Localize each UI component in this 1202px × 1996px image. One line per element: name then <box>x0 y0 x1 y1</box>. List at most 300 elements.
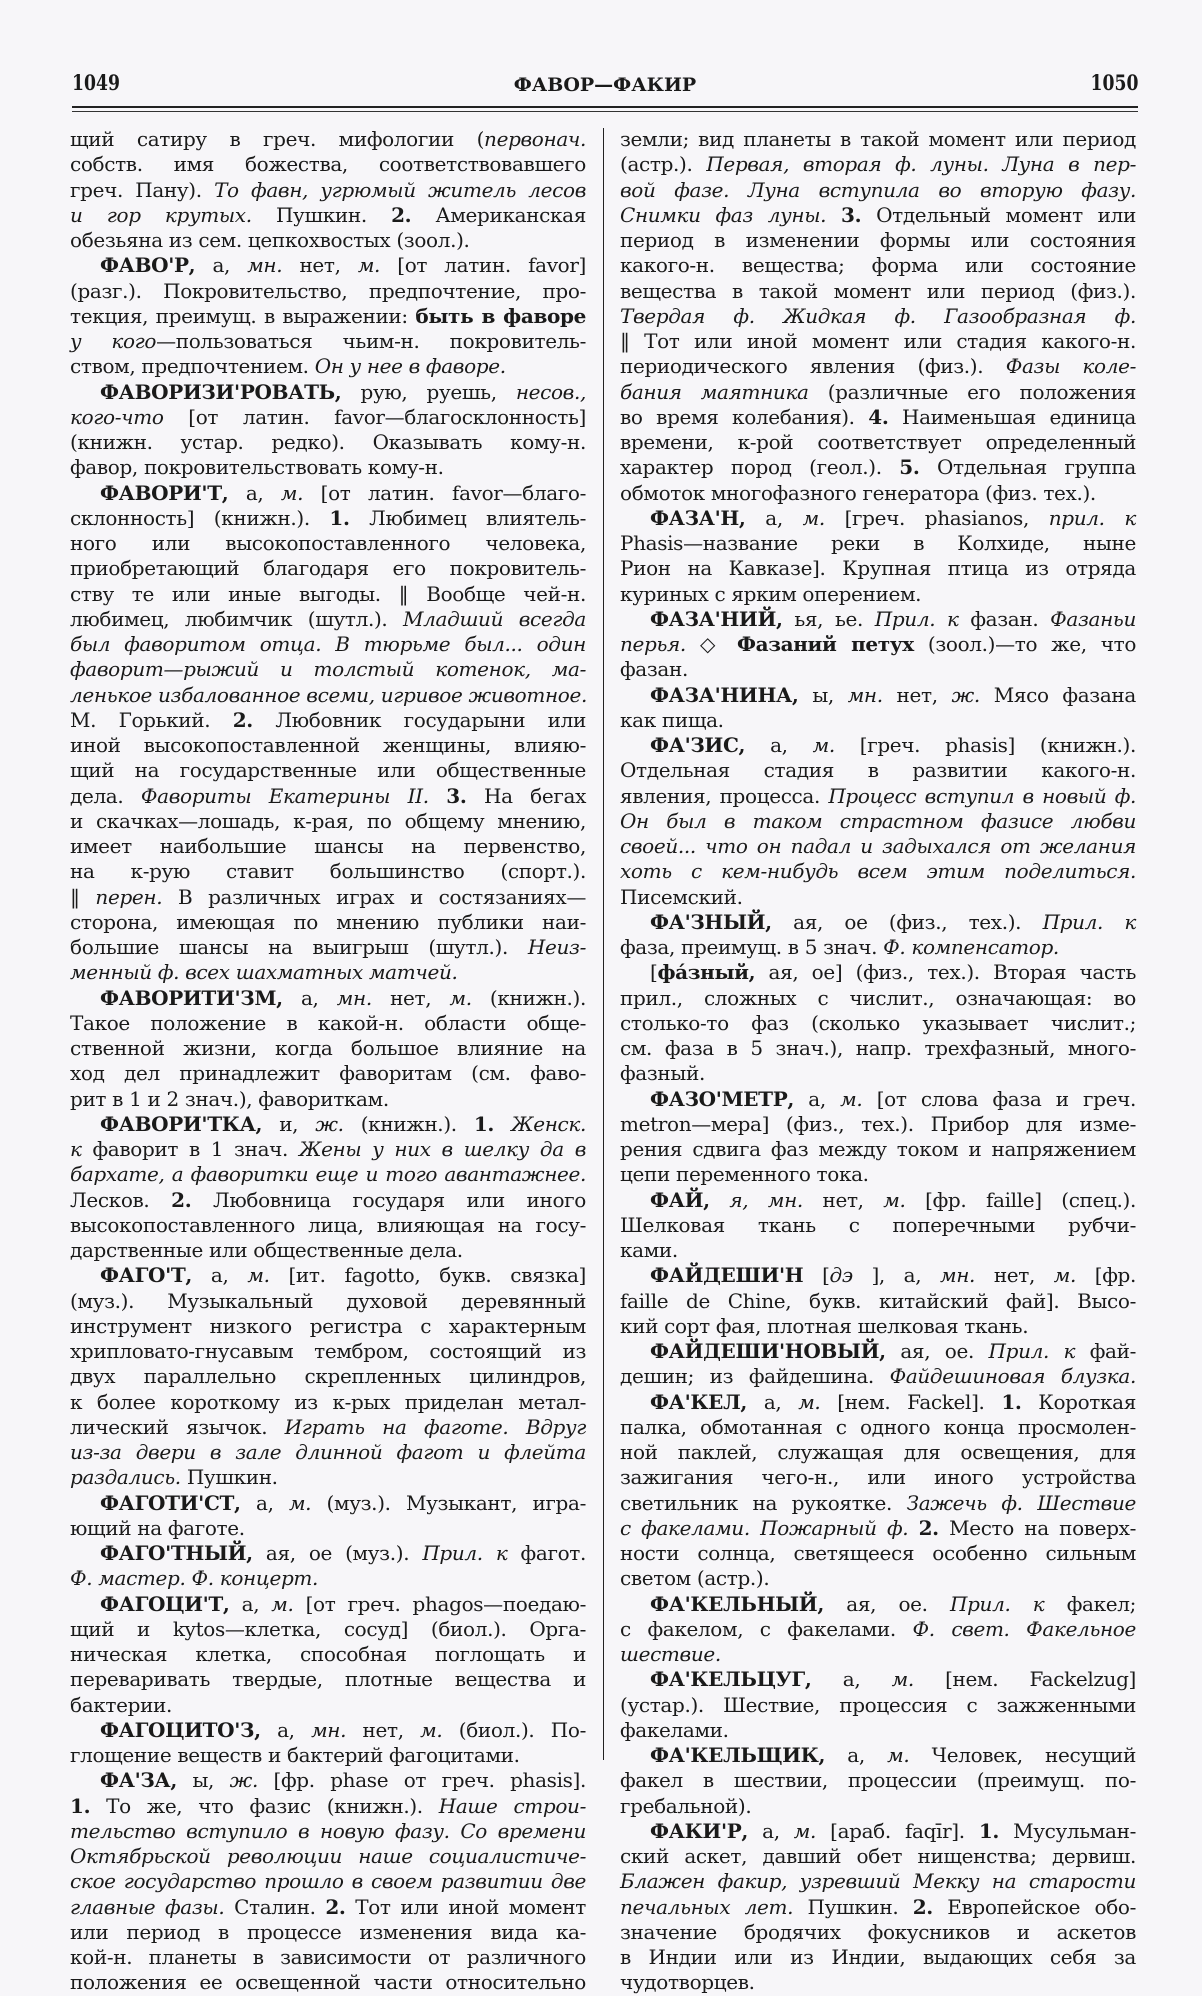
italic-text: главные фазы. <box>70 1894 225 1919</box>
text-line <box>620 1516 1136 1541</box>
body-text: фай- <box>1075 1339 1136 1363</box>
headword-text: 2. <box>232 707 253 732</box>
body-text: имеет наибольшие шансы на первенство, <box>70 834 586 858</box>
body-text: Пушкин. <box>180 1465 278 1490</box>
body-text: Отдельная группа <box>919 455 1136 480</box>
text-line <box>620 834 1136 859</box>
body-text: а, <box>811 1667 892 1692</box>
body-text: нет, <box>371 985 450 1010</box>
text-line <box>70 1945 586 1970</box>
body-text: Место на поверх- <box>938 1515 1136 1540</box>
body-text: [нем. Fackel]. <box>820 1389 1002 1414</box>
headword-text: ФАГОЦИ'Т, <box>100 1591 230 1616</box>
headword-text: 2. <box>912 1894 933 1919</box>
body-text: а, <box>240 1490 289 1515</box>
body-text: ], а, <box>852 1263 940 1288</box>
text-line <box>70 708 586 733</box>
text-line <box>620 506 1136 531</box>
text-line <box>620 1364 1136 1389</box>
italic-text: м. <box>798 1389 821 1414</box>
italic-text: Фазаньи <box>1050 606 1136 631</box>
body-text: куриных с ярким оперением. <box>620 581 922 606</box>
body-text: земли; вид планеты в такой момент или период <box>620 127 1136 151</box>
body-text: лический язычок. <box>70 1414 285 1439</box>
text-line <box>70 910 586 935</box>
body-text: см. фаза в 5 знач.), напр. трехфазный, много- <box>620 1036 1136 1060</box>
italic-text: м. <box>288 1490 312 1515</box>
body-text: [фр. <box>1076 1263 1136 1288</box>
body-text: дела. <box>70 783 141 808</box>
text-line <box>70 1137 586 1162</box>
italic-text: м. <box>449 985 472 1010</box>
italic-text: мн. <box>311 1717 347 1742</box>
text-line <box>70 127 586 152</box>
body-text: какого-н. вещества; форма или состояние <box>620 253 1136 278</box>
headword-text: ФАВО'Р, <box>100 253 196 278</box>
text-line <box>70 1566 586 1591</box>
italic-text: и гор крутых. <box>70 202 252 227</box>
text-line <box>620 809 1136 834</box>
body-text: (различные его положения <box>808 379 1136 404</box>
right-column <box>620 127 1136 1996</box>
page-number-left: 1049 <box>72 70 120 95</box>
italic-text: Фавориты Екатерины II. <box>140 783 429 808</box>
headword-text: ФАЗА'НИНА, <box>650 682 799 707</box>
body-text: а, <box>748 1818 794 1843</box>
headword-text: ФАВОРИТИ'ЗМ, <box>100 985 283 1010</box>
text-line <box>620 304 1136 329</box>
italic-text: м. <box>793 1818 817 1843</box>
body-text: (зоол.)—то же, что <box>913 632 1137 656</box>
headword-text: ФА'КЕЛЬЦУГ, <box>650 1667 812 1692</box>
text-line <box>70 1036 586 1061</box>
body-text: а, <box>745 505 803 530</box>
headword-text: ФАКИ'Р, <box>650 1818 749 1843</box>
headword-text: фа́зный, <box>657 960 756 985</box>
text-line <box>620 430 1136 455</box>
text-line <box>620 329 1136 354</box>
italic-text: мн. <box>847 682 883 707</box>
italic-text: Играть на фаготе. Вдруг <box>284 1414 586 1439</box>
text-line <box>620 986 1136 1011</box>
body-text: а, <box>229 1591 272 1616</box>
body-text: с факелом, с факелами. <box>620 1616 913 1641</box>
body-text: Любовник государыни или <box>252 707 587 732</box>
body-text: периодического явления (физ.). <box>620 354 1006 379</box>
body-text: чудотворцев. <box>620 1970 755 1995</box>
text-line <box>620 1819 1136 1844</box>
body-text: кой-н. планеты в зависимости от различного <box>70 1945 586 1969</box>
body-text: Пушкин. <box>793 1894 913 1919</box>
text-line <box>70 1895 586 1920</box>
text-line <box>70 1213 586 1238</box>
body-text: нет, <box>975 1263 1054 1288</box>
text-line <box>70 834 586 859</box>
italic-text: ж. <box>951 682 980 707</box>
text-line <box>70 809 586 834</box>
text-line <box>620 253 1136 278</box>
text-line <box>620 152 1136 177</box>
body-text: ая, ое (физ., тех.). <box>771 909 1043 934</box>
body-text: значение бродячих фокусников и аскетов <box>620 1919 1136 1944</box>
headword-text: ФАВОРИ'Т, <box>100 480 229 505</box>
body-text: ности солнца, светящееся особенно сильным <box>620 1541 1136 1565</box>
italic-text: я, мн. <box>729 1187 803 1212</box>
body-text: ной паклей, служащая для освещения, для <box>620 1440 1136 1464</box>
text-line <box>70 657 586 682</box>
text-line <box>70 632 586 657</box>
body-text: На бегах <box>466 783 586 808</box>
text-line <box>620 531 1136 556</box>
text-line <box>620 910 1136 935</box>
text-line <box>620 1642 1136 1667</box>
body-text: [от латин. favor] <box>380 253 587 278</box>
italic-text: перья. <box>620 632 686 656</box>
italic-text: м. <box>891 1667 914 1692</box>
headword-text: 1. <box>1001 1389 1022 1414</box>
body-text: зажигания чего-н., или иного устройства <box>620 1465 1136 1490</box>
text-line <box>70 1238 586 1263</box>
body-text: факел; <box>1044 1591 1136 1616</box>
body-text: ая, ое. <box>823 1591 950 1616</box>
body-text: ству те или иные выгоды. ‖ Вообще чей-н. <box>70 581 586 606</box>
headword-text: ФАВОРИ'ТКА, <box>100 1111 263 1136</box>
italic-text: м. <box>271 1591 294 1616</box>
text-line <box>620 1869 1136 1894</box>
body-text: Европейское обо- <box>932 1894 1136 1919</box>
text-line <box>620 859 1136 884</box>
headword-text: ФА'КЕЛ, <box>650 1389 748 1414</box>
body-text: а, <box>192 1263 248 1288</box>
body-text: переваривать твердые, плотные вещества и <box>70 1667 586 1692</box>
headword-text: ФА'ЗА, <box>100 1768 177 1793</box>
text-line <box>70 607 586 632</box>
text-line <box>620 1743 1136 1768</box>
body-text: [фр. faille] (спец.). <box>905 1187 1137 1212</box>
italic-text: с факелами. Пожарный ф. <box>620 1515 909 1540</box>
italic-text: из-за двери в зале длинной фагот и флейта <box>70 1440 586 1464</box>
text-line <box>620 1314 1136 1339</box>
text-line <box>620 607 1136 632</box>
body-text: Тот или иной момент <box>345 1894 586 1919</box>
italic-text: Прил. к <box>988 1339 1076 1363</box>
body-text: факелами. <box>620 1717 729 1742</box>
text-line <box>620 1162 1136 1187</box>
body-text: [араб. faqīr]. <box>816 1818 979 1843</box>
italic-text: кого-что <box>70 404 164 429</box>
text-line <box>70 1844 586 1869</box>
text-line <box>620 758 1136 783</box>
body-text: цепи переменного тока. <box>620 1162 869 1187</box>
italic-text: м. <box>247 1263 270 1288</box>
text-line <box>70 329 586 354</box>
headword-text: ФАГОТИ'СТ, <box>100 1490 241 1515</box>
headword-text: Фазаний петух <box>737 632 914 656</box>
text-line <box>70 784 586 809</box>
running-title: ФАВОР—ФАКИР <box>513 74 697 96</box>
body-text: столько-то фаз (сколько указывает числит.; <box>620 1010 1136 1035</box>
italic-text: Младший всегда <box>403 606 586 631</box>
body-text: собств. имя божества, соответствовавшего <box>70 152 586 177</box>
text-line <box>70 1440 586 1465</box>
text-line <box>70 531 586 556</box>
italic-text: шествие. <box>620 1642 721 1666</box>
italic-text: прил. к <box>1048 505 1136 530</box>
body-text: metron—мера] (физ., тех.). Прибор для изме- <box>620 1111 1136 1136</box>
text-line <box>70 203 586 228</box>
headword-text: 1. <box>70 1793 91 1818</box>
italic-text: перен. <box>95 884 163 909</box>
text-line <box>70 1516 586 1541</box>
headword-text: ФА'ЗНЫЙ, <box>650 909 772 934</box>
headword-text: 3. <box>446 783 467 808</box>
body-text: а, <box>282 985 337 1010</box>
header-rule <box>72 106 1138 108</box>
body-text: [греч. phasis] (книжн.). <box>834 733 1136 757</box>
body-text: характер пород (геол.). <box>620 455 900 480</box>
text-line <box>70 1592 586 1617</box>
body-text: ‖ <box>70 884 96 909</box>
headword-text: ФАЗА'НИЙ, <box>650 606 783 631</box>
body-text: Phasis—название реки в Колхиде, ныне <box>620 531 1136 555</box>
body-text: двух параллельно скрепленных цилиндров, <box>70 1364 586 1389</box>
left-column <box>70 127 586 1996</box>
body-text: во время колебания). <box>620 404 869 429</box>
body-text: Писемский. <box>620 884 743 909</box>
text-line <box>620 708 1136 733</box>
italic-text: Твердая ф. Жидкая ф. Газообразная ф. <box>620 303 1136 328</box>
text-line <box>620 1137 1136 1162</box>
body-text: факел в шествии, процессии (преимущ. по- <box>620 1768 1136 1793</box>
headword-text: ФАЙДЕШИ'НОВЫЙ, <box>650 1339 886 1363</box>
italic-text: Ф. компенсатор. <box>883 935 1059 959</box>
text-line <box>70 1314 586 1339</box>
text-line <box>620 1693 1136 1718</box>
headword-text: 1. <box>329 505 350 530</box>
body-text: [от слова фаза и греч. <box>862 1086 1136 1111</box>
italic-text: Прил. к <box>874 606 959 631</box>
italic-text: м. <box>1053 1263 1077 1288</box>
italic-text: ленькое избалованное всеми, игривое животное. <box>70 682 587 707</box>
italic-text: у кого <box>70 329 157 353</box>
headword-text: 4. <box>868 404 889 429</box>
text-line <box>620 960 1136 985</box>
headword-text: 3. <box>841 202 862 227</box>
text-line <box>620 1238 1136 1263</box>
text-line <box>70 1693 586 1718</box>
text-line <box>620 1465 1136 1490</box>
body-text: ками. <box>620 1238 678 1262</box>
italic-text: мн. <box>336 985 372 1010</box>
body-text: То же, что фазис (книжн.). <box>90 1793 439 1818</box>
text-line <box>620 1213 1136 1238</box>
italic-text: был фаворитом отца. В тюрьме был... один <box>70 632 586 656</box>
italic-text: Неиз- <box>527 935 586 959</box>
body-text: и скачках—лошадь, к-рая, по общему мнению, <box>70 808 586 833</box>
headword-text: 2. <box>171 1187 192 1212</box>
italic-text: Прил. к <box>1042 909 1136 934</box>
body-text: а, <box>825 1743 888 1767</box>
text-line <box>70 1061 586 1086</box>
text-line <box>70 1112 586 1137</box>
body-text: времени, к-рой соответствует определенный <box>620 430 1136 454</box>
body-text: (книжн.). <box>343 1111 474 1136</box>
body-text <box>908 1516 918 1540</box>
body-text: фазан. <box>620 657 688 682</box>
italic-text: печальных лет. <box>620 1894 794 1919</box>
text-line <box>620 178 1136 203</box>
body-text: на к-рую ставит большинство (спорт.). <box>70 859 586 884</box>
italic-text: Он у нее в фаворе. <box>314 354 506 379</box>
body-text <box>429 784 447 808</box>
text-line <box>620 203 1136 228</box>
italic-text: м. <box>883 1187 906 1212</box>
text-line <box>620 556 1136 581</box>
italic-text: первонач. <box>484 127 586 151</box>
body-text: период в изменении формы или состояния <box>620 228 1136 252</box>
text-line <box>620 380 1136 405</box>
italic-text: Зажечь ф. Шествие <box>906 1490 1136 1515</box>
body-text: а, <box>195 253 248 278</box>
body-text: нет, <box>282 253 358 278</box>
body-text: Шелковая ткань с поперечными рубчи- <box>620 1212 1136 1237</box>
text-line <box>70 1743 586 1768</box>
text-line <box>70 1869 586 1894</box>
body-text: явления, процесса. <box>620 783 829 808</box>
body-text: как пища. <box>620 707 724 732</box>
body-text: Любимец влиятель- <box>349 505 586 530</box>
body-text: хрипловато-гнусавым тембром, состоящий из <box>70 1339 586 1363</box>
text-line <box>70 1415 586 1440</box>
body-text: (книжн. устар. редко). Оказывать кому-н. <box>70 430 586 454</box>
text-line <box>620 1541 1136 1566</box>
body-text: к более короткому из к-рых приделан метал- <box>70 1389 586 1414</box>
body-text: рую, руешь, <box>341 379 516 404</box>
body-text: Рион на Кавказе]. Крупная птица из отряда <box>620 556 1136 581</box>
body-text: фагот. <box>507 1541 586 1565</box>
body-text: светом (астр.). <box>620 1566 770 1591</box>
body-text: (муз.). Музыкант, игра- <box>311 1490 586 1515</box>
text-line <box>70 1642 586 1667</box>
text-line <box>70 885 586 910</box>
text-line <box>620 683 1136 708</box>
body-text: [ <box>650 960 658 985</box>
italic-text: своей... что он падал и задыхался от желания <box>620 834 1136 858</box>
body-text: ющий на фаготе. <box>70 1515 245 1540</box>
text-line <box>620 1617 1136 1642</box>
text-line <box>620 405 1136 430</box>
italic-text: мн. <box>247 253 283 278</box>
body-text: —пользоваться чьим-н. покровитель- <box>156 329 587 353</box>
headword-text: ФА'КЕЛЬНЫЙ, <box>650 1591 824 1616</box>
text-line <box>70 1465 586 1490</box>
text-line <box>70 1162 586 1187</box>
text-line <box>620 1945 1136 1970</box>
body-text: иной высокопоставленной женщины, влияю- <box>70 733 586 757</box>
text-line <box>70 1768 586 1793</box>
body-text: прил., сложных с числит., означающая: во <box>620 985 1136 1010</box>
body-text: Любовница государя или иного <box>191 1187 586 1212</box>
text-line <box>620 455 1136 480</box>
body-text: faille de Chine, букв. китайский фай]. Высо- <box>620 1288 1136 1313</box>
body-text: высокопоставленного лица, влияющая на госу- <box>70 1212 586 1237</box>
body-text: фаворит в 1 знач. <box>81 1137 299 1161</box>
body-text: текция, преимущ. в выражении: <box>70 303 416 328</box>
text-line <box>620 1011 1136 1036</box>
body-text: рит в 1 и 2 знач.), фавориткам. <box>70 1086 389 1111</box>
body-text: (устар.). Шествие, процессия с зажженными <box>620 1692 1136 1717</box>
text-line <box>70 1263 586 1288</box>
body-text: [от греч. phagos—поедаю- <box>293 1591 586 1616</box>
body-text: Мусульман- <box>999 1818 1136 1843</box>
header-rule-thin <box>72 111 1138 112</box>
italic-text: ж. <box>229 1768 258 1793</box>
text-line <box>70 455 586 480</box>
body-text: (биол.). По- <box>442 1717 586 1742</box>
body-text: ая, ое. <box>885 1339 989 1363</box>
body-text: дешин; из файдешина. <box>620 1364 890 1389</box>
italic-text: То фавн, угрюмый житель лесов <box>214 177 586 202</box>
headword-text: ФАВОРИЗИ'РОВАТЬ, <box>100 379 342 404</box>
text-line <box>70 506 586 531</box>
body-text: кий сорт фая, плотная шелковая ткань. <box>620 1313 1029 1338</box>
headword-text: 2. <box>325 1894 346 1919</box>
headword-text: быть в фаворе <box>415 303 586 328</box>
body-text: фавор, покровительствовать кому-н. <box>70 455 444 480</box>
italic-text: Женск. <box>511 1111 586 1136</box>
body-text: (книжн.). <box>471 985 586 1010</box>
headword-text: ФА'КЕЛЬЩИК, <box>650 1743 826 1767</box>
body-text: (муз.). Музыкальный духовой деревянный <box>70 1288 586 1313</box>
text-line <box>70 1491 586 1516</box>
text-line <box>70 758 586 783</box>
text-line <box>620 1415 1136 1440</box>
text-line <box>620 279 1136 304</box>
text-line <box>620 632 1136 657</box>
page-number-right: 1050 <box>1090 70 1138 95</box>
body-text: гребальной). <box>620 1793 752 1818</box>
body-text: фаза, преимущ. в 5 знач. <box>620 935 884 959</box>
text-line <box>620 935 1136 960</box>
body-text: Пушкин. <box>251 202 392 227</box>
text-line <box>620 1768 1136 1793</box>
text-line <box>620 354 1136 379</box>
text-line <box>620 1263 1136 1288</box>
text-line <box>620 127 1136 152</box>
body-text: ‖ Тот или иной момент или стадия какого-н. <box>620 329 1136 353</box>
body-text: М. Горький. <box>70 707 233 732</box>
body-text: приобретающий благодаря его покровитель- <box>70 556 586 581</box>
body-text: ход дел принадлежит фаворитам (см. фаво- <box>70 1061 586 1086</box>
italic-text: Фазы коле- <box>1005 354 1136 379</box>
text-line <box>70 430 586 455</box>
italic-text: Прил. к <box>950 1591 1045 1616</box>
italic-text: Октябрьской революции наше социалистиче- <box>70 1844 586 1868</box>
italic-text: Первая, вторая ф. луны. Луна в пер- <box>706 152 1136 177</box>
body-text <box>494 1112 511 1136</box>
body-text: В различных играх и состязаниях— <box>162 884 586 909</box>
text-line <box>620 1970 1136 1995</box>
italic-text: раздались. <box>70 1465 181 1490</box>
body-text: вещества в такой момент или период (физ.). <box>620 278 1136 303</box>
text-line <box>70 178 586 203</box>
italic-text: м. <box>420 1717 443 1742</box>
headword-text: ФАЙ, <box>650 1187 710 1212</box>
text-line <box>70 1794 586 1819</box>
body-text: и, <box>262 1111 316 1136</box>
text-line <box>70 1819 586 1844</box>
body-text: Наименьшая единица <box>888 404 1136 429</box>
